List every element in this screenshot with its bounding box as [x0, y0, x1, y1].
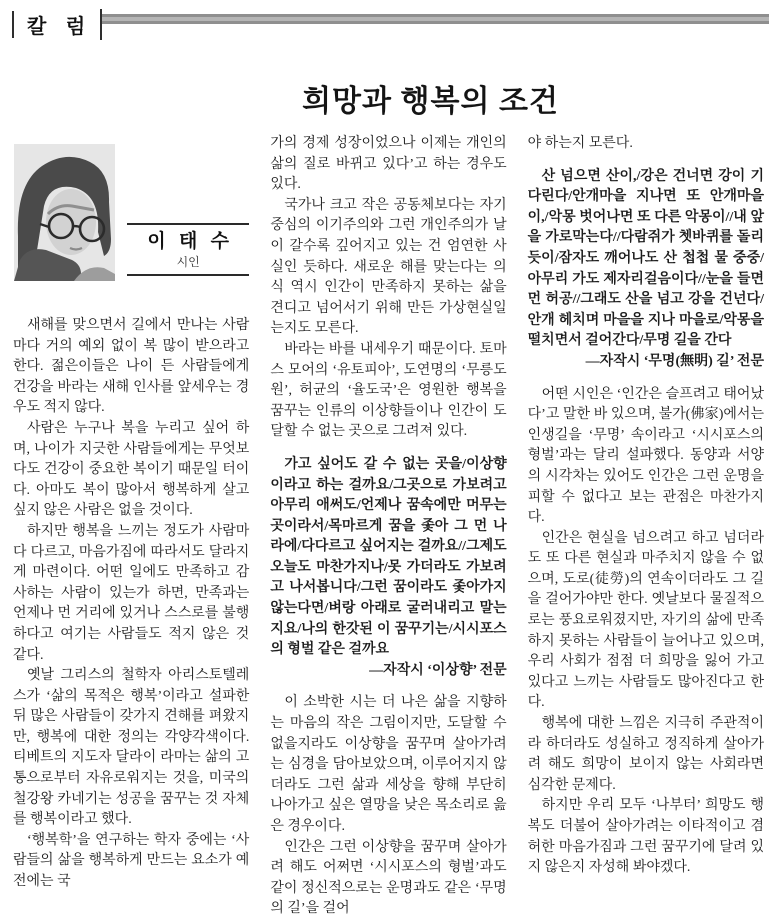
article-paragraph: 가의 경제 성장이었으나 이제는 개인의 삶의 질로 바뀌고 있다’고 하는 경우도 있다. — [270, 136, 507, 193]
section-header — [0, 0, 777, 46]
article-paragraph: 야 하는지 모른다. — [527, 136, 633, 151]
column-middle — [270, 134, 506, 920]
article-paragraph: 국가나 크고 작은 공동체보다는 자기중심의 이기주의와 그런 개인주의가 날이 갈수록 깊어지고 있는 건 엄연한 사실인 듯하다. 새로운 해를 맞는다는 의식 역시 인간이 만족하지 못하는 삶을 견디고 넘어서기 위해 만든 가상현실일는지도 모른다. — [270, 197, 507, 337]
poem-block: 산 넘으면 산이,/강은 건너면 강이 기다린다/안개마을 지나면 또 안개마을이,/악몽 벗어나면 또 다른 악몽이//내 앞을 가로막는다//다람쥐가 쳇바퀴를 돌리듯이/잠자도 깨어나도 산 첩첩 물 중중/아무리 가도 제자리걸음이다//눈을 들면 먼 허공//그래도 산을 넘고 강을 건넌다/안개 헤치며 마을을 지나 마을로/악몽을 떨치면서 걸어간다/무명 길을 간다 —자작시 ‘무명(無明) 길’ 전문 — [528, 167, 764, 373]
poem-block: 가고 싶어도 갈 수 없는 곳을/이상향이라고 하는 걸까요/그곳으로 가보려고 아무리 애써도/언제나 꿈속에만 머무는 곳이라서/목마르게 꿈을 좇아 그 먼 나라에/다다르고 싶어지는 걸까요//그제도 오늘도 마찬가지나/못 가더라도 가보려고 나서봅니다/그런 꿈이라도 좇아가지 않는다면/벼랑 아래로 굴러내리고 말는지요/나의 한갓된 이 꿈꾸기는/시시포스의 형벌 같은 걸까요 —자작시 ‘이상향’ 전문 — [270, 455, 506, 682]
column-right-text — [528, 134, 764, 879]
article-paragraph: 인간은 그런 이상향을 꿈꾸며 살아가려 해도 어쩌면 ‘시시포스의 형벌’과도 같이 정신적으로는 운명과도 같은 ‘무명의 길’을 걸어 — [270, 839, 507, 917]
article-paragraph: 옛날 그리스의 철학자 아리스토텔레스가 ‘삶의 목적은 행복’이라고 설파한 뒤 많은 사람들이 갖가지 견해를 펴왔지만, 행복에 대한 정의는 각양각색이다. 티베트의 지도자 달라이 라마는 삶의 고통으로부터 자유로워지는 것을, 미국의 철강왕 카네기는 성공을 꿈꾸는 것 자체를 행복이라고 했다. — [13, 668, 250, 828]
article-paragraph: 이 소박한 시는 더 나은 삶을 지향하는 마음의 작은 그림이지만, 도달할 수 없을지라도 이상향을 꿈꾸며 살아가려는 심경을 담아보았으며, 이루어지지 않더라도 그런 삶과 세상을 향해 부단히 나아가고 싶은 열망을 낮은 목소리로 읊은 경우이다. — [270, 695, 507, 834]
author-name-box — [127, 223, 249, 276]
header-bar — [102, 14, 769, 24]
header-left-rule — [12, 11, 14, 38]
column-left — [13, 134, 249, 893]
author-name: 이 태 수 — [147, 231, 233, 252]
author-role: 시인 — [176, 255, 200, 269]
article-title: 희망과 행복의 조건 — [302, 85, 559, 118]
column-right — [528, 134, 764, 879]
author-photo — [14, 144, 115, 281]
column-middle-text — [270, 134, 506, 920]
author-block — [14, 144, 249, 281]
article-paragraph: 새해를 맞으면서 길에서 만나는 사람마다 거의 예외 없이 복 많이 받으라고 한다. 젊은이들은 나이 든 사람들에게 건강을 바라는 새해 인사를 앞세우는 경우도 적지 않다. — [13, 318, 250, 416]
section-label: 칼 럼 — [27, 16, 93, 38]
article-paragraph: 행복에 대한 느낌은 지극히 주관적이라 하더라도 성실하고 정직하게 살아가려 해도 희망이 보이지 않는 사회라면 심각한 문제다. — [527, 716, 764, 793]
article-paragraph: 하지만 우리 모두 ‘나부터’ 희망도 행복도 더불어 살아가려는 이타적이고 겸허한 마음가짐과 그런 꿈꾸기에 달려 있지 않은지 자성해 봐야겠다. — [527, 798, 764, 876]
article-paragraph: 사람은 누구나 복을 누리고 싶어 하며, 나이가 지긋한 사람들에게는 무엇보다도 건강이 중요한 복이기 때문일 터이다. 아마도 복이 많아서 행복하게 살고 싶지 않은 사람은 없을 것이다. — [13, 420, 250, 519]
poem-attribution: —자작시 ‘무명(無明) 길’ 전문 — [585, 353, 764, 369]
article-paragraph: 인간은 현실을 넘으려고 하고 넘더라도 또 다른 현실과 마주치지 않을 수 없으며, 도로(徒勞)의 연속이더라도 그 길을 걸어가야만 한다. 옛날보다 물질적으로는 풍요로워졌지만, 자기의 삶에 만족하지 못하는 사람들이 늘어나고 있으며, 우리 사회가 점점 더 희망을 잃어 가고 있다고 느끼는 사람들도 많아진다고 한다. — [527, 530, 764, 711]
poem-attribution: —자작시 ‘이상향’ 전문 — [369, 662, 507, 678]
article-paragraph: ‘행복학’을 연구하는 학자 중에는 ‘사람들의 삶을 행복하게 만드는 요소가 예전에는 국 — [13, 832, 250, 890]
article-body — [0, 134, 777, 920]
article-paragraph: 하지만 행복을 느끼는 정도가 사람마다 다르고, 마음가짐에 따라서도 달라지게 마련이다. 어떤 일에도 만족하고 감사하는 사람이 있는가 하면, 만족과는 언제나 먼 거리에 있거나 스스로를 불행하다고 여기는 사람들도 적지 않은 것 같다. — [13, 523, 250, 663]
column-left-text — [13, 316, 249, 893]
article-paragraph: 바라는 바를 내세우기 때문이다. 토마스 모어의 ‘유토피아’, 도연명의 ‘무릉도원’, 허균의 ‘율도국’은 영원한 행복을 꿈꾸는 인류의 이상향들이나 인간이 도달할 수 없는 곳으로 그려져 있다. — [270, 341, 507, 440]
article-paragraph: 어떤 시인은 ‘인간은 슬프려고 태어났다’고 말한 바 있으며, 불가(佛家)에서는 인생길을 ‘무명’ 속이라고 ‘시시포스의 형벌’과는 달리 설파했다. 동양과 서양의 시각차는 있어도 인간은 그런 운명을 피할 수 없다고 보는 관점은 마찬가지다. — [527, 386, 764, 526]
